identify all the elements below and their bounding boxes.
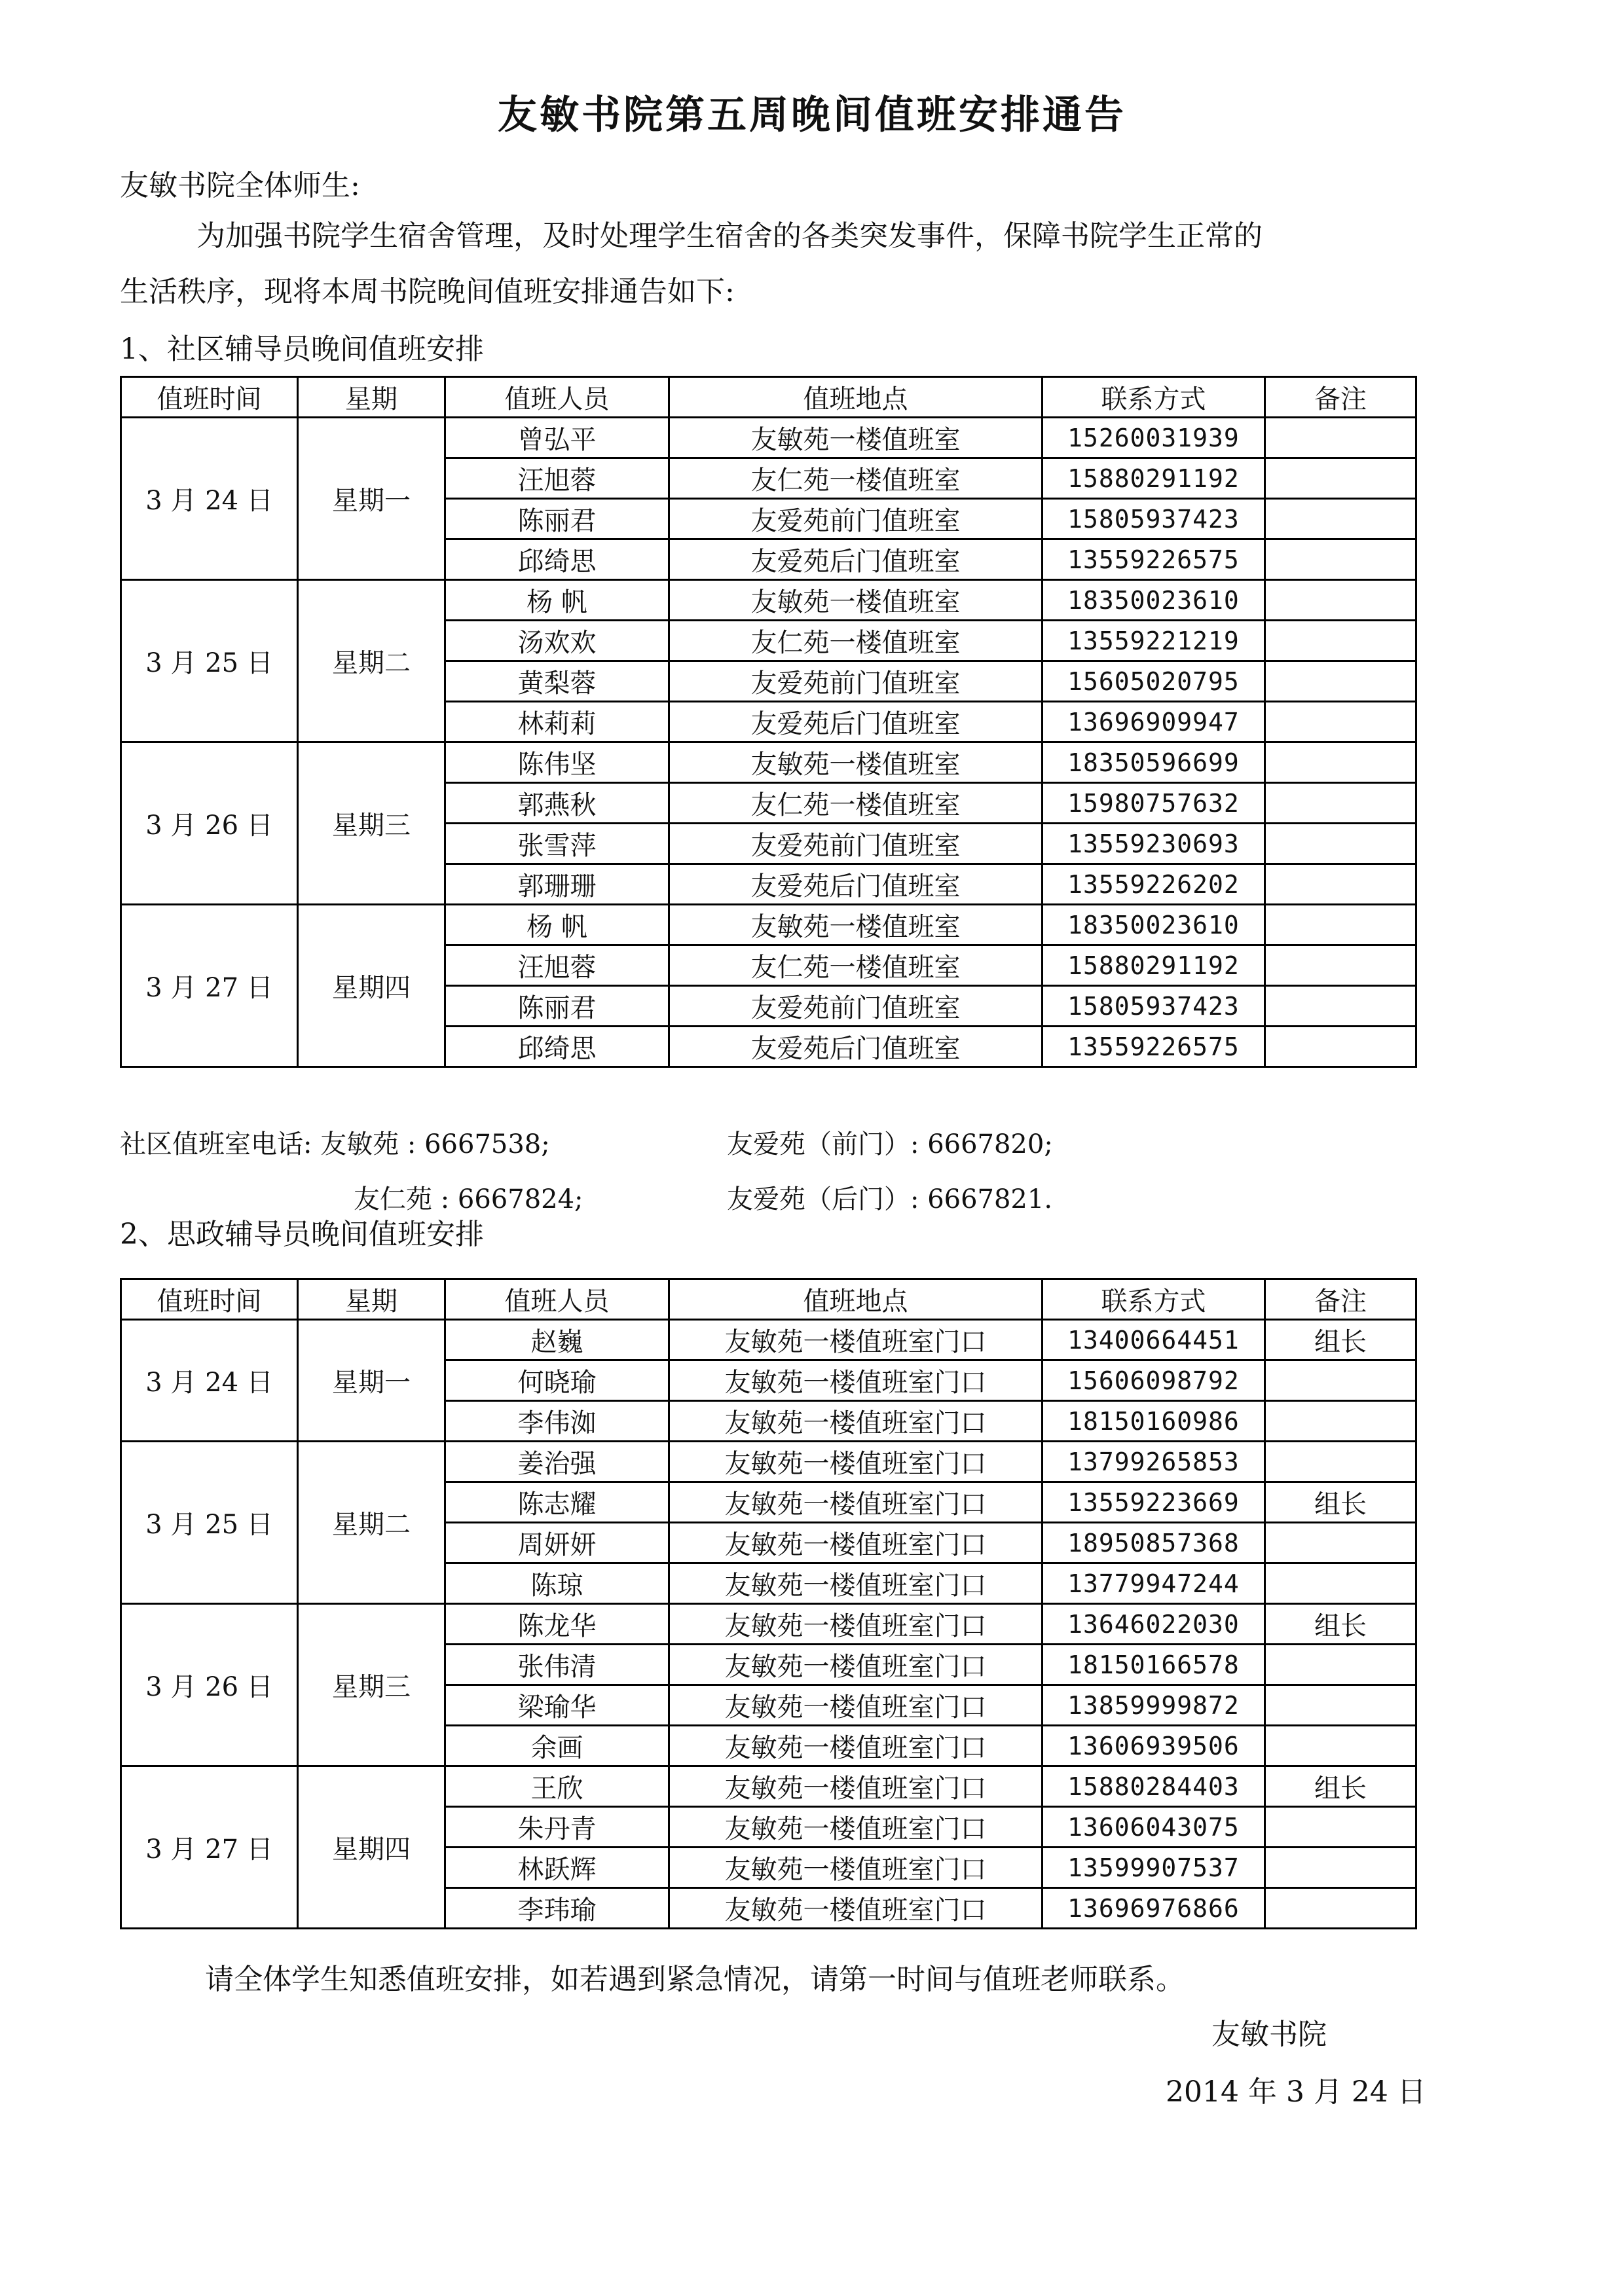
duty-location: 友爱苑前门值班室 [669, 499, 1043, 539]
header-time: 值班时间 [121, 1279, 298, 1320]
duty-location: 友敏苑一楼值班室门口 [669, 1766, 1043, 1807]
duty-staff-name: 张雪萍 [445, 824, 669, 864]
duty-location: 友仁苑一楼值班室 [669, 458, 1043, 499]
duty-location: 友敏苑一楼值班室门口 [669, 1401, 1043, 1442]
duty-location: 友敏苑一楼值班室门口 [669, 1482, 1043, 1523]
duty-phone: 15605020795 [1043, 661, 1265, 702]
duty-phone: 13799265853 [1043, 1442, 1265, 1482]
duty-weekday: 星期四 [298, 1766, 445, 1929]
table-row [121, 1604, 1416, 1645]
duty-staff-name: 朱丹青 [445, 1807, 669, 1848]
duty-note [1265, 1027, 1416, 1067]
counselor-duty-table [120, 1278, 1417, 1929]
duty-phone: 18350596699 [1043, 742, 1265, 783]
notice-title: 友敏书院第五周晚间值班安排通告 [498, 92, 1126, 138]
duty-location: 友爱苑前门值班室 [669, 661, 1043, 702]
duty-note [1265, 1563, 1416, 1604]
duty-note [1265, 499, 1416, 539]
duty-note [1265, 418, 1416, 458]
table-row [121, 580, 1416, 621]
duty-location: 友敏苑一楼值班室 [669, 905, 1043, 945]
duty-note [1265, 1645, 1416, 1685]
duty-location: 友敏苑一楼值班室门口 [669, 1604, 1043, 1645]
duty-phone: 13646022030 [1043, 1604, 1265, 1645]
duty-note [1265, 539, 1416, 580]
duty-phone: 13779947244 [1043, 1563, 1265, 1604]
duty-date: 3 月 26 日 [121, 1604, 298, 1766]
duty-note [1265, 824, 1416, 864]
duty-staff-name: 杨 帆 [445, 580, 669, 621]
duty-note [1265, 661, 1416, 702]
duty-note [1265, 1807, 1416, 1848]
duty-weekday: 星期一 [298, 1320, 445, 1442]
phone-line-1-right: 友爱苑（前门）: 6667820; [727, 1129, 1053, 1159]
header-staff: 值班人员 [445, 377, 669, 418]
duty-weekday: 星期二 [298, 1442, 445, 1604]
intro-line-2: 生活秩序，现将本周书院晚间值班安排通告如下: [120, 275, 735, 308]
duty-date: 3 月 24 日 [121, 1320, 298, 1442]
duty-staff-name: 陈龙华 [445, 1604, 669, 1645]
duty-note [1265, 945, 1416, 986]
duty-location: 友敏苑一楼值班室门口 [669, 1726, 1043, 1766]
duty-location: 友爱苑后门值班室 [669, 702, 1043, 742]
duty-location: 友仁苑一楼值班室 [669, 621, 1043, 661]
duty-phone: 18350023610 [1043, 580, 1265, 621]
duty-phone: 18350023610 [1043, 905, 1265, 945]
duty-staff-name: 何晓瑜 [445, 1360, 669, 1401]
duty-location: 友敏苑一楼值班室 [669, 418, 1043, 458]
duty-phone: 15805937423 [1043, 499, 1265, 539]
header-time: 值班时间 [121, 377, 298, 418]
duty-staff-name: 汤欢欢 [445, 621, 669, 661]
header-location: 值班地点 [669, 377, 1043, 418]
duty-note [1265, 580, 1416, 621]
phone-line-2-right: 友爱苑（后门）: 6667821. [727, 1184, 1053, 1214]
signature: 友敏书院 [1211, 2018, 1327, 2051]
duty-location: 友敏苑一楼值班室 [669, 580, 1043, 621]
duty-staff-name: 陈伟坚 [445, 742, 669, 783]
duty-staff-name: 郭珊珊 [445, 864, 669, 905]
duty-staff-name: 王欣 [445, 1766, 669, 1807]
duty-staff-name: 杨 帆 [445, 905, 669, 945]
table-row [121, 1442, 1416, 1482]
duty-location: 友仁苑一楼值班室 [669, 783, 1043, 824]
duty-note [1265, 621, 1416, 661]
duty-staff-name: 黄梨蓉 [445, 661, 669, 702]
header-staff: 值班人员 [445, 1279, 669, 1320]
duty-date: 3 月 25 日 [121, 580, 298, 742]
duty-phone: 15880284403 [1043, 1766, 1265, 1807]
duty-location: 友爱苑前门值班室 [669, 986, 1043, 1027]
duty-staff-name: 赵巍 [445, 1320, 669, 1360]
duty-phone: 13559223669 [1043, 1482, 1265, 1523]
community-duty-table [120, 376, 1417, 1068]
duty-staff-name: 曾弘平 [445, 418, 669, 458]
duty-location: 友爱苑后门值班室 [669, 864, 1043, 905]
duty-phone: 15260031939 [1043, 418, 1265, 458]
duty-staff-name: 陈琼 [445, 1563, 669, 1604]
duty-staff-name: 梁瑜华 [445, 1685, 669, 1726]
duty-phone: 13559230693 [1043, 824, 1265, 864]
table-row [121, 742, 1416, 783]
duty-note [1265, 1523, 1416, 1563]
duty-phone: 13559226202 [1043, 864, 1265, 905]
duty-location: 友敏苑一楼值班室门口 [669, 1320, 1043, 1360]
duty-phone: 13696976866 [1043, 1888, 1265, 1929]
duty-phone: 15880291192 [1043, 458, 1265, 499]
duty-staff-name: 郭燕秋 [445, 783, 669, 824]
duty-note: 组长 [1265, 1604, 1416, 1645]
duty-staff-name: 李玮瑜 [445, 1888, 669, 1929]
duty-location: 友敏苑一楼值班室门口 [669, 1563, 1043, 1604]
duty-note [1265, 1888, 1416, 1929]
duty-phone: 13559226575 [1043, 539, 1265, 580]
duty-staff-name: 张伟清 [445, 1645, 669, 1685]
duty-weekday: 星期四 [298, 905, 445, 1067]
duty-staff-name: 邱绮思 [445, 1027, 669, 1067]
duty-phone: 13400664451 [1043, 1320, 1265, 1360]
duty-note: 组长 [1265, 1320, 1416, 1360]
duty-note [1265, 742, 1416, 783]
duty-staff-name: 汪旭蓉 [445, 458, 669, 499]
duty-phone: 13859999872 [1043, 1685, 1265, 1726]
duty-staff-name: 陈丽君 [445, 499, 669, 539]
duty-date: 3 月 25 日 [121, 1442, 298, 1604]
duty-location: 友敏苑一楼值班室门口 [669, 1360, 1043, 1401]
notice-date: 2014 年 3 月 24 日 [1166, 2075, 1426, 2109]
table-row [121, 905, 1416, 945]
duty-staff-name: 汪旭蓉 [445, 945, 669, 986]
duty-location: 友敏苑一楼值班室门口 [669, 1848, 1043, 1888]
duty-phone: 15805937423 [1043, 986, 1265, 1027]
duty-note [1265, 1401, 1416, 1442]
duty-note: 组长 [1265, 1482, 1416, 1523]
duty-location: 友敏苑一楼值班室门口 [669, 1807, 1043, 1848]
duty-phone: 15880291192 [1043, 945, 1265, 986]
duty-location: 友敏苑一楼值班室门口 [669, 1685, 1043, 1726]
duty-note [1265, 1848, 1416, 1888]
duty-phone: 15980757632 [1043, 783, 1265, 824]
header-note: 备注 [1265, 377, 1416, 418]
duty-weekday: 星期二 [298, 580, 445, 742]
duty-date: 3 月 24 日 [121, 418, 298, 580]
duty-note [1265, 783, 1416, 824]
duty-location: 友仁苑一楼值班室 [669, 945, 1043, 986]
table-row [121, 1320, 1416, 1360]
intro-line-1: 为加强书院学生宿舍管理，及时处理学生宿舍的各类突发事件，保障书院学生正常的 [196, 219, 1263, 253]
duty-note [1265, 986, 1416, 1027]
duty-note [1265, 702, 1416, 742]
duty-location: 友敏苑一楼值班室 [669, 742, 1043, 783]
duty-date: 3 月 27 日 [121, 1766, 298, 1929]
duty-phone: 13559226575 [1043, 1027, 1265, 1067]
duty-phone: 13606043075 [1043, 1807, 1265, 1848]
header-note: 备注 [1265, 1279, 1416, 1320]
duty-phone: 18950857368 [1043, 1523, 1265, 1563]
header-contact: 联系方式 [1043, 1279, 1265, 1320]
duty-note [1265, 1726, 1416, 1766]
duty-staff-name: 姜治强 [445, 1442, 669, 1482]
duty-note: 组长 [1265, 1766, 1416, 1807]
table-header-row [121, 1279, 1416, 1320]
header-weekday: 星期 [298, 1279, 445, 1320]
phone-line-2-left: 友仁苑 : 6667824; [354, 1184, 583, 1214]
duty-note [1265, 864, 1416, 905]
section1-heading: 1、社区辅导员晚间值班安排 [120, 333, 484, 366]
duty-phone: 13696909947 [1043, 702, 1265, 742]
duty-phone: 15606098792 [1043, 1360, 1265, 1401]
duty-note [1265, 1360, 1416, 1401]
header-weekday: 星期 [298, 377, 445, 418]
duty-staff-name: 陈志耀 [445, 1482, 669, 1523]
duty-staff-name: 邱绮思 [445, 539, 669, 580]
duty-date: 3 月 27 日 [121, 905, 298, 1067]
duty-note [1265, 1685, 1416, 1726]
duty-weekday: 星期一 [298, 418, 445, 580]
duty-staff-name: 林莉莉 [445, 702, 669, 742]
duty-note [1265, 458, 1416, 499]
duty-location: 友敏苑一楼值班室门口 [669, 1888, 1043, 1929]
duty-staff-name: 余画 [445, 1726, 669, 1766]
table-row [121, 1766, 1416, 1807]
header-contact: 联系方式 [1043, 377, 1265, 418]
duty-phone: 13559221219 [1043, 621, 1265, 661]
closing-text: 请全体学生知悉值班安排，如若遇到紧急情况，请第一时间与值班老师联系。 [205, 1963, 1185, 1996]
table-header-row [121, 377, 1416, 418]
duty-weekday: 星期三 [298, 1604, 445, 1766]
duty-staff-name: 陈丽君 [445, 986, 669, 1027]
duty-staff-name: 李伟洳 [445, 1401, 669, 1442]
duty-location: 友爱苑前门值班室 [669, 824, 1043, 864]
table-row [121, 418, 1416, 458]
duty-staff-name: 周妍妍 [445, 1523, 669, 1563]
duty-note [1265, 905, 1416, 945]
section2-heading: 2、思政辅导员晚间值班安排 [120, 1218, 484, 1251]
duty-location: 友敏苑一楼值班室门口 [669, 1442, 1043, 1482]
duty-phone: 13606939506 [1043, 1726, 1265, 1766]
duty-location: 友爱苑后门值班室 [669, 539, 1043, 580]
header-location: 值班地点 [669, 1279, 1043, 1320]
duty-phone: 13599907537 [1043, 1848, 1265, 1888]
salutation: 友敏书院全体师生: [120, 169, 360, 202]
duty-weekday: 星期三 [298, 742, 445, 905]
duty-note [1265, 1442, 1416, 1482]
duty-phone: 18150166578 [1043, 1645, 1265, 1685]
duty-location: 友敏苑一楼值班室门口 [669, 1645, 1043, 1685]
duty-phone: 18150160986 [1043, 1401, 1265, 1442]
duty-location: 友敏苑一楼值班室门口 [669, 1523, 1043, 1563]
duty-location: 友爱苑后门值班室 [669, 1027, 1043, 1067]
duty-date: 3 月 26 日 [121, 742, 298, 905]
duty-staff-name: 林跃辉 [445, 1848, 669, 1888]
phone-line-1-left: 社区值班室电话: 友敏苑 : 6667538; [120, 1129, 550, 1159]
